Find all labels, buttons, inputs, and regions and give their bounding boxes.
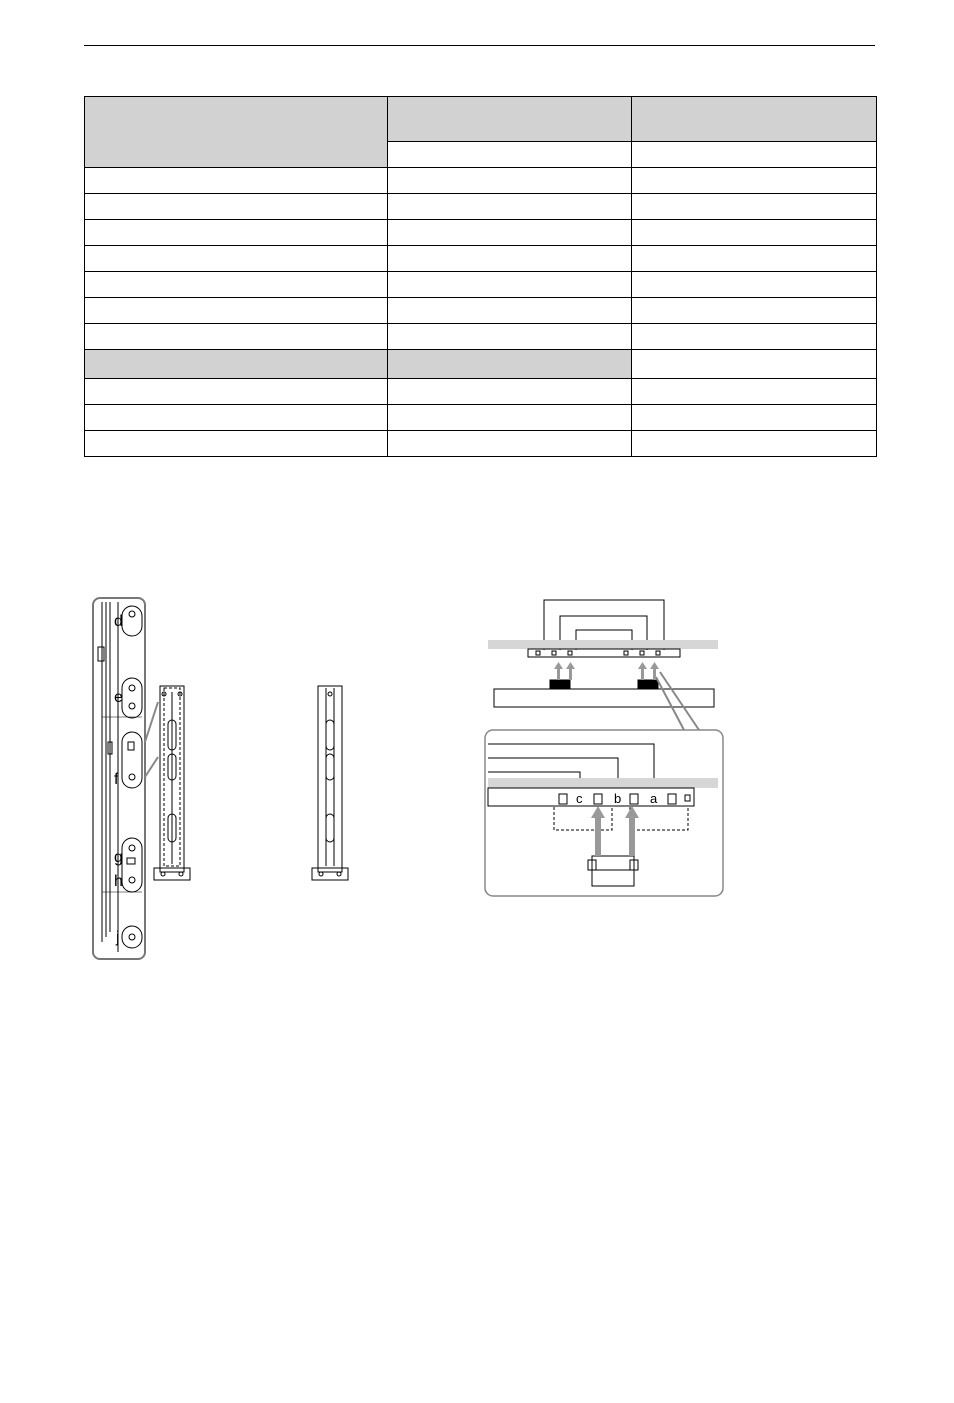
table-cell <box>388 194 632 220</box>
callout-label-e: e <box>114 689 123 706</box>
table-cell <box>388 324 632 350</box>
table-cell <box>632 431 877 457</box>
table-cell <box>388 142 632 168</box>
table-header-row <box>85 97 877 142</box>
table-cell <box>85 220 388 246</box>
callout-label-j: j <box>116 929 120 946</box>
table-cell <box>632 379 877 405</box>
table-row <box>85 431 877 457</box>
table-cell <box>388 168 632 194</box>
table-cell <box>85 168 388 194</box>
table-cell <box>388 246 632 272</box>
table-cell <box>632 194 877 220</box>
table-cell <box>388 405 632 431</box>
stand-side-view-figure <box>84 592 374 967</box>
table-cell <box>632 220 877 246</box>
table-cell <box>85 246 388 272</box>
header-cell <box>85 97 388 168</box>
table-section-row <box>85 350 877 379</box>
table-cell <box>85 298 388 324</box>
section-cell <box>85 350 388 379</box>
table-row <box>85 194 877 220</box>
table-cell <box>632 405 877 431</box>
table-cell <box>388 220 632 246</box>
table-cell <box>388 379 632 405</box>
table-row <box>85 220 877 246</box>
table-cell <box>632 350 877 379</box>
detail-label-c: c <box>576 791 583 806</box>
table-cell <box>632 142 877 168</box>
table-row <box>85 272 877 298</box>
stand-top-view-figure <box>484 592 729 900</box>
spec-table <box>84 96 877 457</box>
table-cell <box>632 168 877 194</box>
table-cell <box>85 324 388 350</box>
table-row <box>85 405 877 431</box>
header-rule <box>84 45 875 46</box>
table-row <box>85 324 877 350</box>
callout-label-d: d <box>114 613 123 630</box>
detail-label-b: b <box>614 791 622 806</box>
section-cell <box>388 350 632 379</box>
detail-label-a: a <box>650 791 658 806</box>
callout-label-g: g <box>114 849 123 866</box>
callout-label-f: f <box>114 771 119 788</box>
table-row <box>85 246 877 272</box>
table-cell <box>388 431 632 457</box>
header-cell <box>632 97 877 142</box>
table-cell <box>388 298 632 324</box>
table-cell <box>85 379 388 405</box>
table-cell <box>388 272 632 298</box>
table-cell <box>85 405 388 431</box>
table-cell <box>85 194 388 220</box>
callout-label-h: h <box>114 873 123 890</box>
table-cell <box>85 272 388 298</box>
table-row <box>85 298 877 324</box>
table-row <box>85 379 877 405</box>
callout-frame <box>93 598 145 959</box>
table-cell <box>632 324 877 350</box>
table-cell <box>632 272 877 298</box>
header-cell <box>388 97 632 142</box>
table-row <box>85 168 877 194</box>
table-cell <box>85 431 388 457</box>
table-cell <box>632 298 877 324</box>
table-cell <box>632 246 877 272</box>
